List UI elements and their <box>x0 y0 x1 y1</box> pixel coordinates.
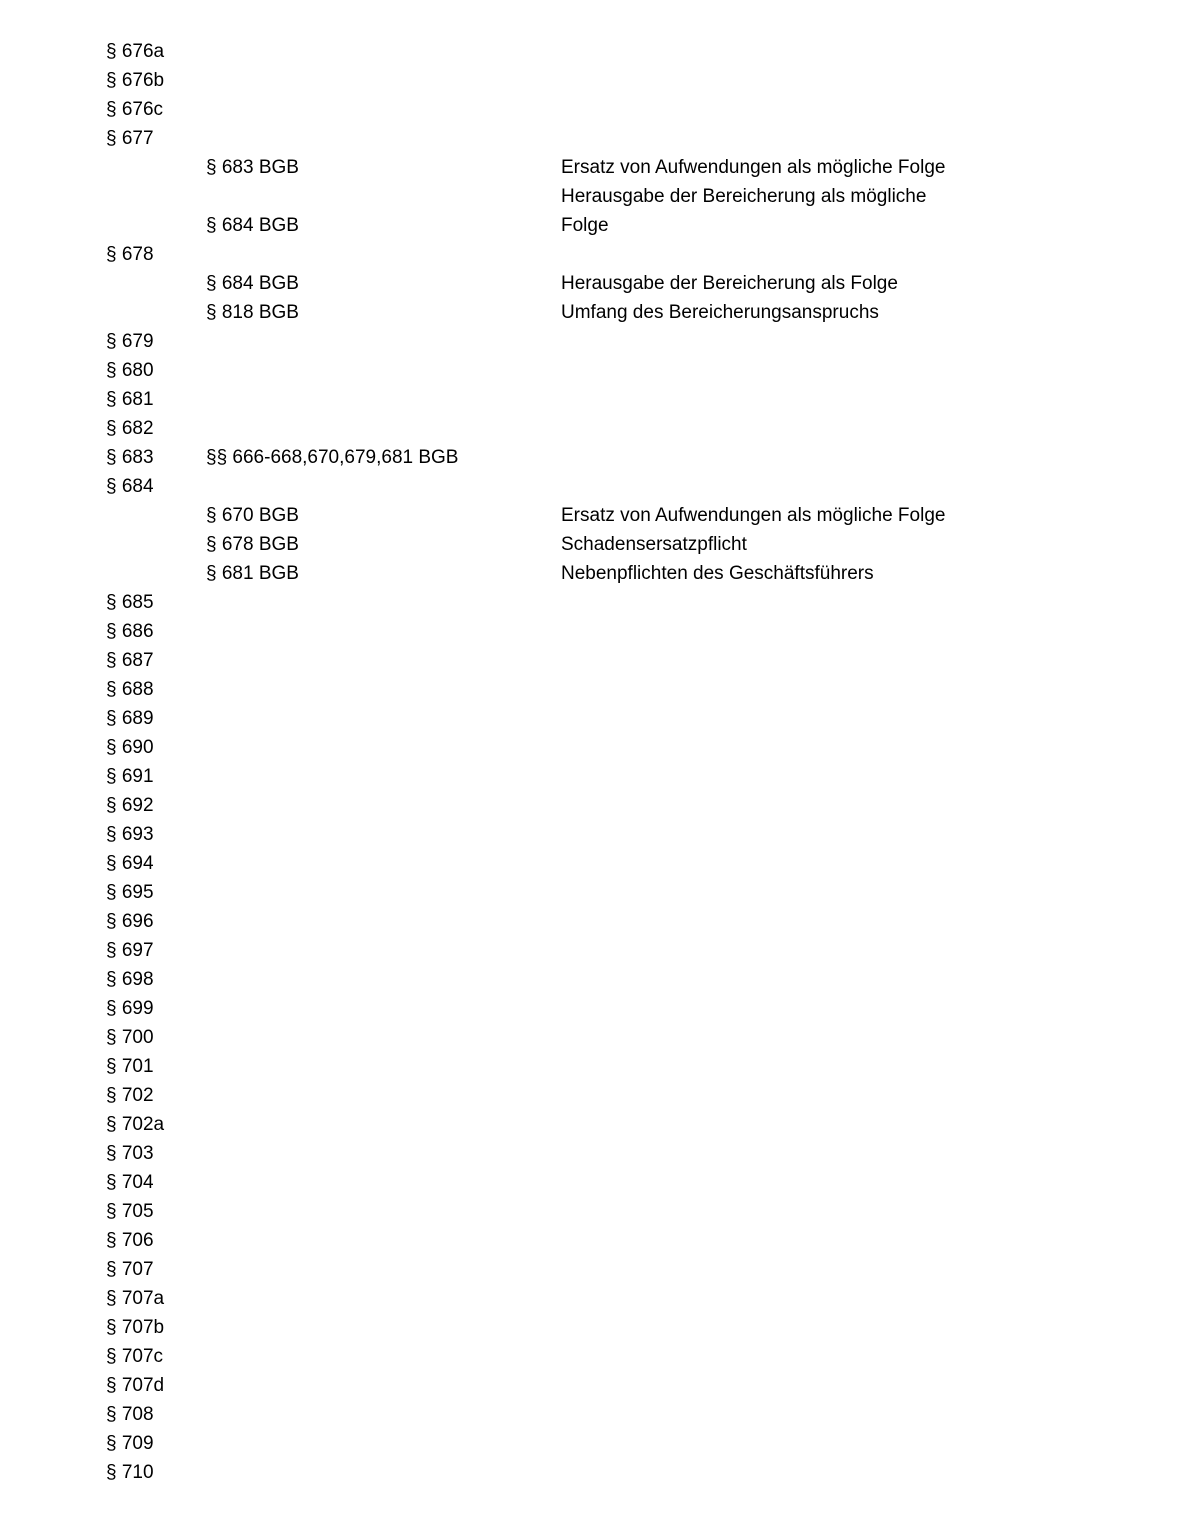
section-cell: § 694 <box>106 853 154 874</box>
table-row <box>0 936 1190 965</box>
description-cell: Herausgabe der Bereicherung als mögliche <box>561 186 927 207</box>
table-row <box>0 1168 1190 1197</box>
section-cell: § 676c <box>106 99 164 120</box>
section-cell: § 702 <box>106 1085 154 1106</box>
section-cell: § 685 <box>106 592 154 613</box>
section-cell: § 707d <box>106 1375 165 1396</box>
section-cell: § 700 <box>106 1027 154 1048</box>
description-cell: Nebenpflichten des Geschäftsführers <box>561 563 874 584</box>
reference-cell: § 678 BGB <box>206 534 299 555</box>
table-row <box>0 501 1190 530</box>
description-cell: Folge <box>561 215 609 236</box>
section-cell: § 691 <box>106 766 154 787</box>
table-row <box>0 1023 1190 1052</box>
section-cell: § 676b <box>106 70 165 91</box>
table-row <box>0 1226 1190 1255</box>
table-row <box>0 385 1190 414</box>
reference-cell: § 818 BGB <box>206 302 299 323</box>
table-row <box>0 1429 1190 1458</box>
table-row <box>0 37 1190 66</box>
table-row <box>0 1081 1190 1110</box>
table-row <box>0 849 1190 878</box>
table-row <box>0 907 1190 936</box>
description-cell: Umfang des Bereicherungsanspruchs <box>561 302 879 323</box>
section-cell: § 699 <box>106 998 154 1019</box>
section-cell: § 707c <box>106 1346 164 1367</box>
reference-cell: § 684 BGB <box>206 215 299 236</box>
section-cell: § 707 <box>106 1259 154 1280</box>
section-cell: § 676a <box>106 41 165 62</box>
section-cell: § 697 <box>106 940 154 961</box>
table-row <box>0 269 1190 298</box>
table-row <box>0 66 1190 95</box>
section-cell: § 703 <box>106 1143 154 1164</box>
section-cell: § 702a <box>106 1114 165 1135</box>
table-row <box>0 211 1190 240</box>
table-row <box>0 414 1190 443</box>
table-row <box>0 994 1190 1023</box>
section-cell: § 682 <box>106 418 154 439</box>
table-row <box>0 1255 1190 1284</box>
section-cell: § 688 <box>106 679 154 700</box>
table-row <box>0 791 1190 820</box>
table-row <box>0 1052 1190 1081</box>
table-row <box>0 675 1190 704</box>
table-row <box>0 1400 1190 1429</box>
section-cell: § 705 <box>106 1201 154 1222</box>
reference-cell: § 670 BGB <box>206 505 299 526</box>
section-cell: § 709 <box>106 1433 154 1454</box>
table-row <box>0 1342 1190 1371</box>
reference-cell: § 683 BGB <box>206 157 299 178</box>
section-cell: § 690 <box>106 737 154 758</box>
section-cell: § 689 <box>106 708 154 729</box>
section-cell: § 707a <box>106 1288 165 1309</box>
table-row <box>0 1197 1190 1226</box>
table-row <box>0 617 1190 646</box>
section-cell: § 706 <box>106 1230 154 1251</box>
table-row <box>0 327 1190 356</box>
table-row <box>0 1458 1190 1487</box>
table-row <box>0 240 1190 269</box>
table-row <box>0 762 1190 791</box>
section-cell: § 707b <box>106 1317 165 1338</box>
section-cell: § 695 <box>106 882 154 903</box>
table-row <box>0 356 1190 385</box>
section-cell: § 698 <box>106 969 154 990</box>
table-row <box>0 472 1190 501</box>
table-row <box>0 153 1190 182</box>
reference-cell: §§ 666-668,670,679,681 BGB <box>206 447 459 468</box>
section-cell: § 678 <box>106 244 154 265</box>
table-row <box>0 1110 1190 1139</box>
reference-cell: § 681 BGB <box>206 563 299 584</box>
reference-cell: § 684 BGB <box>206 273 299 294</box>
description-cell: Herausgabe der Bereicherung als Folge <box>561 273 898 294</box>
section-cell: § 710 <box>106 1462 154 1483</box>
table-row <box>0 182 1190 211</box>
table-row <box>0 1313 1190 1342</box>
section-cell: § 696 <box>106 911 154 932</box>
table-row <box>0 878 1190 907</box>
table-row <box>0 1371 1190 1400</box>
table-row <box>0 733 1190 762</box>
section-cell: § 684 <box>106 476 154 497</box>
table-row <box>0 124 1190 153</box>
table-row <box>0 646 1190 675</box>
table-row <box>0 1284 1190 1313</box>
paragraph-table <box>0 37 1190 1487</box>
table-row <box>0 443 1190 472</box>
section-cell: § 708 <box>106 1404 154 1425</box>
section-cell: § 701 <box>106 1056 154 1077</box>
section-cell: § 687 <box>106 650 154 671</box>
table-row <box>0 559 1190 588</box>
description-cell: Ersatz von Aufwendungen als mögliche Folge <box>561 505 946 526</box>
section-cell: § 680 <box>106 360 154 381</box>
section-cell: § 692 <box>106 795 154 816</box>
section-cell: § 683 <box>106 447 154 468</box>
section-cell: § 677 <box>106 128 154 149</box>
section-cell: § 679 <box>106 331 154 352</box>
description-cell: Ersatz von Aufwendungen als mögliche Folge <box>561 157 946 178</box>
section-cell: § 693 <box>106 824 154 845</box>
description-cell: Schadensersatzpflicht <box>561 534 747 555</box>
table-row <box>0 298 1190 327</box>
section-cell: § 686 <box>106 621 154 642</box>
table-row <box>0 95 1190 124</box>
table-row <box>0 704 1190 733</box>
section-cell: § 681 <box>106 389 154 410</box>
table-row <box>0 1139 1190 1168</box>
table-row <box>0 530 1190 559</box>
table-row <box>0 820 1190 849</box>
table-row <box>0 588 1190 617</box>
section-cell: § 704 <box>106 1172 154 1193</box>
table-row <box>0 965 1190 994</box>
